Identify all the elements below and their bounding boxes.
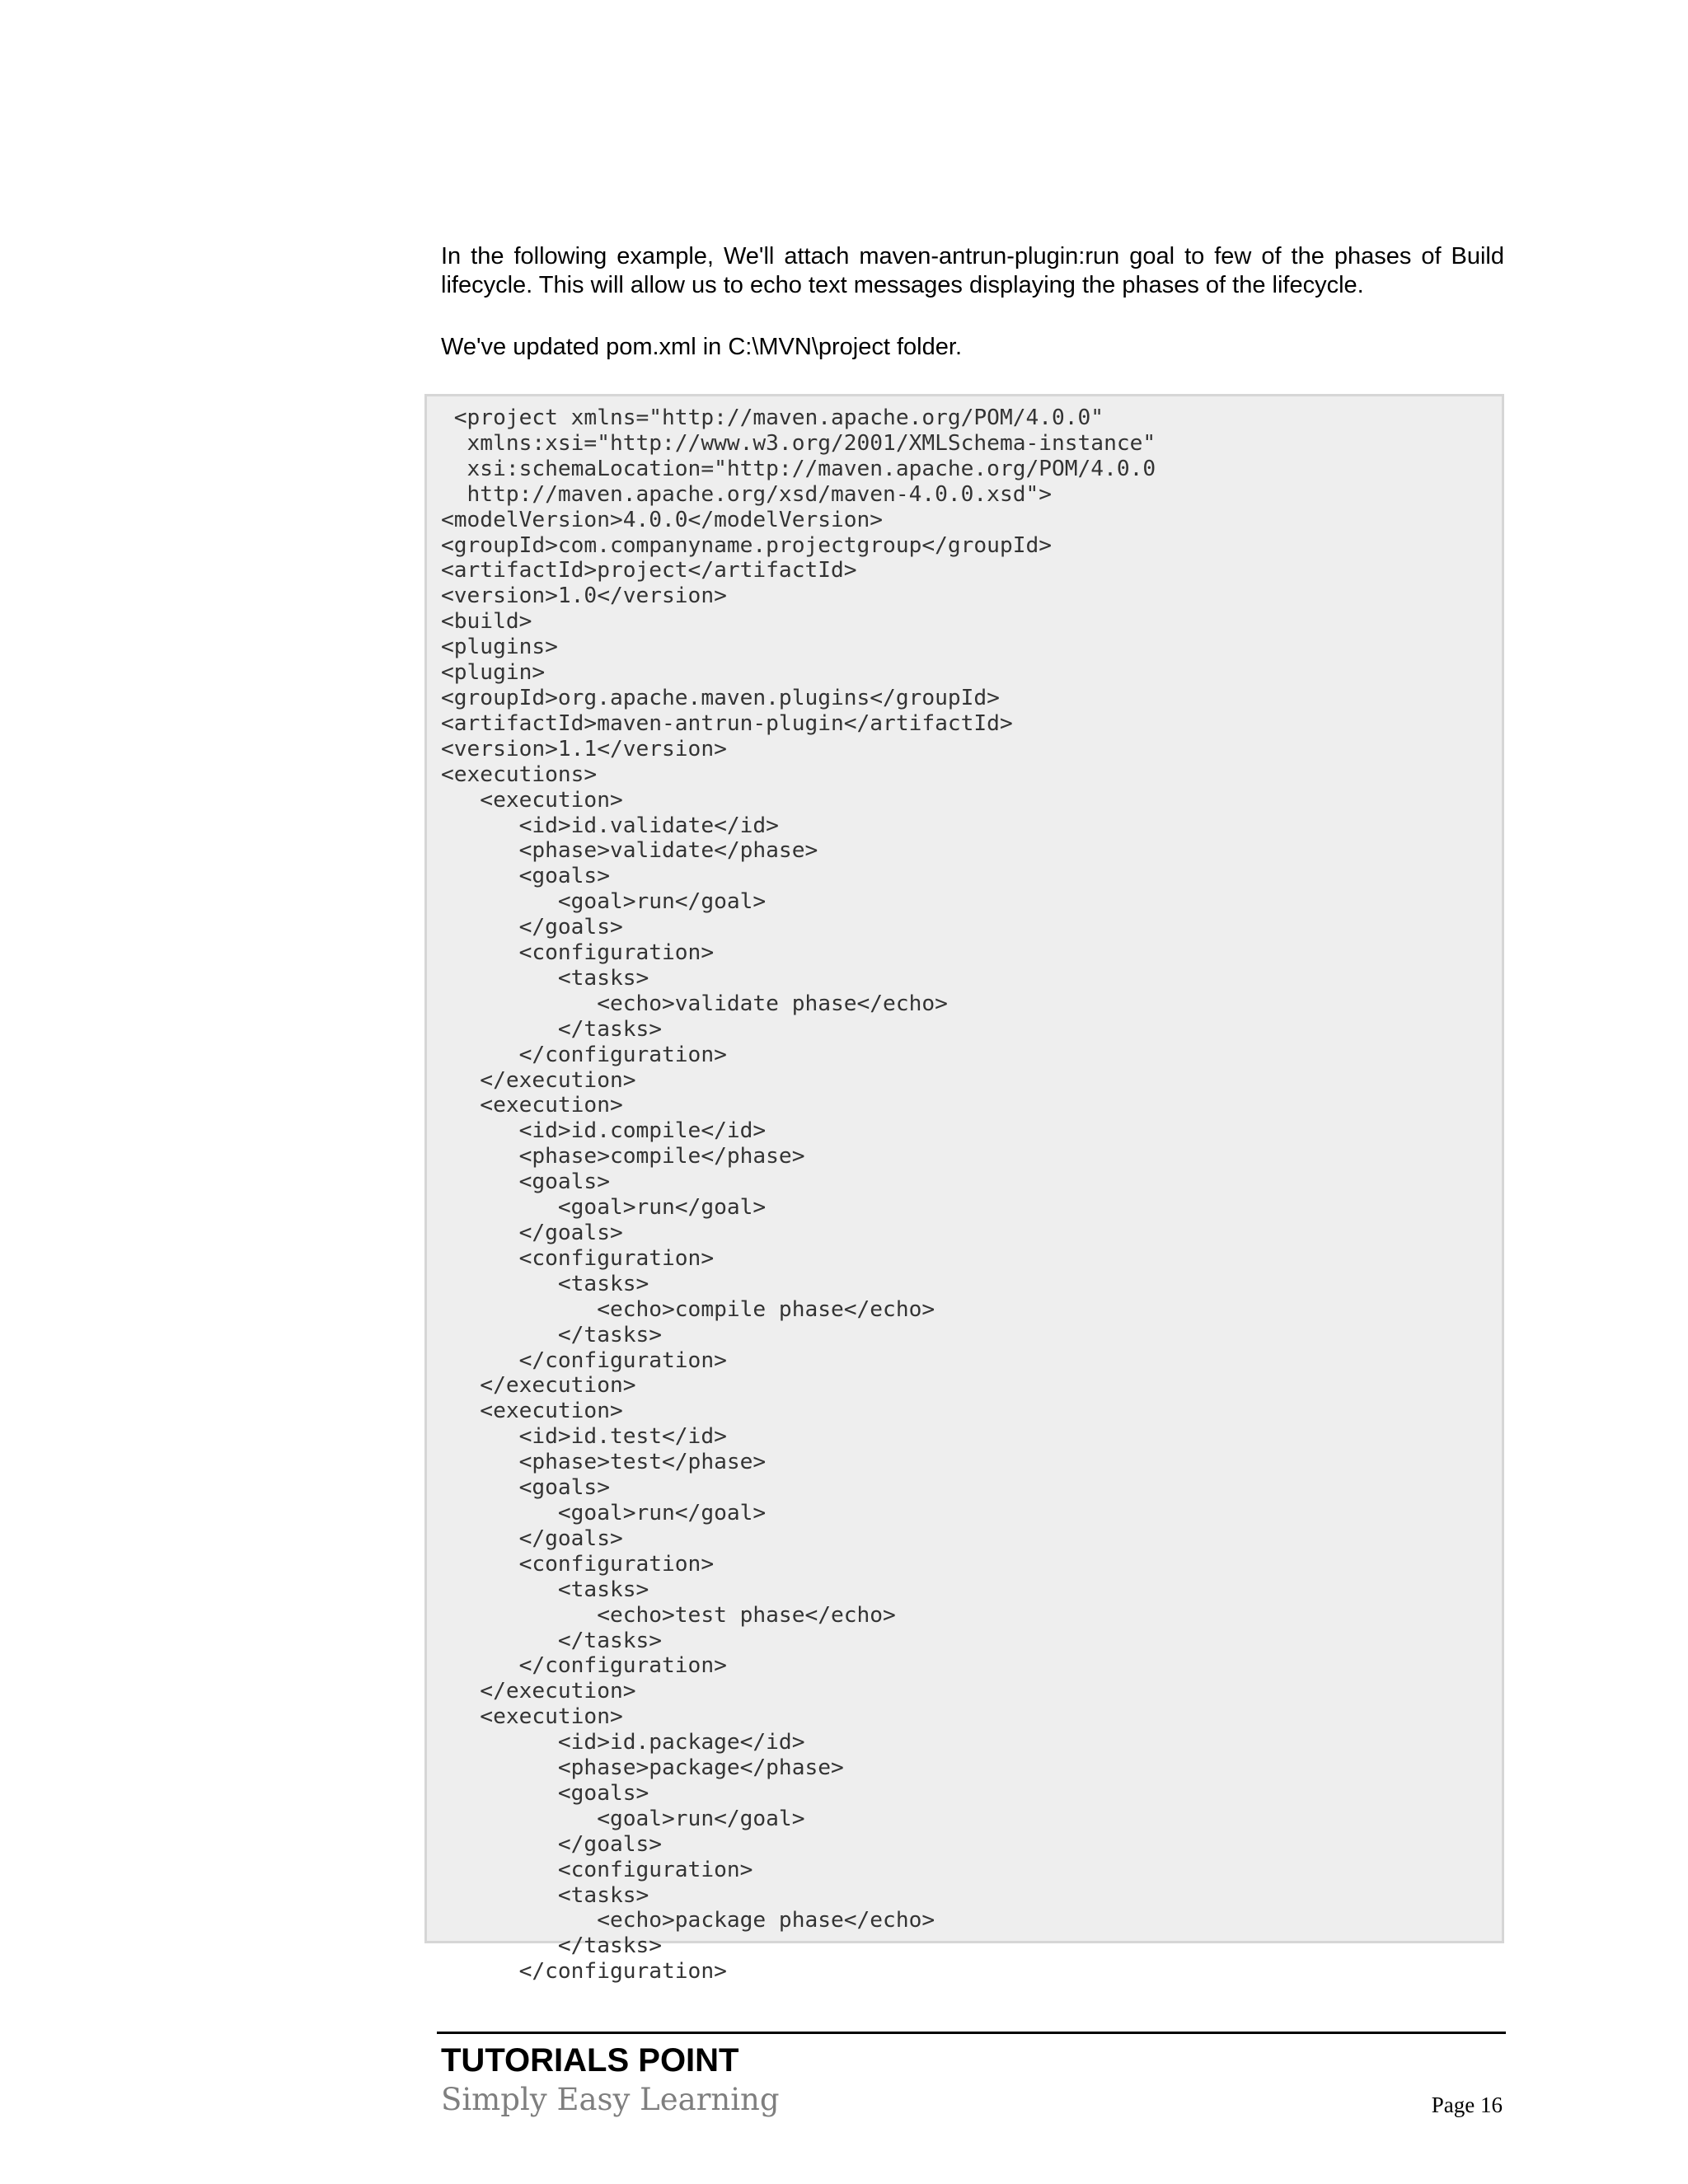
code-line: </tasks> (441, 1933, 663, 1959)
code-line: <configuration> (441, 1857, 753, 1882)
code-line: <phase>package</phase> (441, 1755, 844, 1781)
code-line: <id>id.package</id> (441, 1730, 805, 1755)
code-line: <tasks> (441, 965, 649, 991)
footer-brand: TUTORIALS POINT (441, 2042, 739, 2079)
intro-note: We've updated pom.xml in C:\MVN\project folder. (441, 334, 962, 360)
code-line: <echo>test phase</echo> (441, 1602, 896, 1628)
code-line: </goals> (441, 915, 623, 940)
code-line: <echo>validate phase</echo> (441, 991, 948, 1016)
code-line: </goals> (441, 1221, 623, 1245)
code-line: <execution> (441, 787, 623, 813)
code-line: <execution> (441, 1399, 623, 1424)
code-block (441, 406, 1156, 1985)
code-line: <execution> (441, 1093, 623, 1118)
code-line: <goal>run</goal> (441, 1500, 767, 1526)
code-line: <configuration> (441, 940, 715, 966)
code-line: </configuration> (441, 1042, 727, 1067)
code-line: <version>1.0</version> (441, 583, 727, 609)
code-line: <goals> (441, 1780, 649, 1806)
code-line: </goals> (441, 1526, 623, 1551)
code-line: <tasks> (441, 1577, 649, 1602)
code-line: </tasks> (441, 1016, 663, 1042)
code-line: <id>id.test</id> (441, 1424, 727, 1450)
code-line: <build> (441, 609, 532, 635)
code-line: <phase>compile</phase> (441, 1144, 805, 1169)
code-line: <goals> (441, 864, 610, 889)
code-line: <echo>compile phase</echo> (441, 1296, 935, 1322)
code-line: <goal>run</goal> (441, 1806, 805, 1831)
code-line: <execution> (441, 1704, 623, 1730)
footer-tagline: Simply Easy Learning (441, 2082, 780, 2117)
code-line: <goal>run</goal> (441, 1195, 767, 1221)
code-line: http://maven.apache.org/xsd/maven-4.0.0.xsd"> (441, 481, 1053, 507)
code-line: xsi:schemaLocation="http://maven.apache.org/POM/4.0.0 (441, 456, 1156, 481)
code-line: <plugin> (441, 660, 546, 686)
code-line: </tasks> (441, 1322, 663, 1347)
pom-xml-listing (441, 405, 1156, 1984)
code-line: </configuration> (441, 1653, 727, 1679)
code-line: <goal>run</goal> (441, 889, 767, 915)
code-line: xmlns:xsi="http://www.w3.org/2001/XMLSchema-instance" (441, 430, 1156, 456)
code-line: </execution> (441, 1679, 636, 1704)
footer-divider (437, 2032, 1506, 2034)
code-line: <echo>package phase</echo> (441, 1908, 935, 1933)
code-line: <configuration> (441, 1245, 715, 1271)
code-line: </execution> (441, 1067, 636, 1093)
code-line: </configuration> (441, 1347, 727, 1373)
code-line: <configuration> (441, 1551, 715, 1577)
code-line: <id>id.compile</id> (441, 1118, 767, 1144)
intro-paragraph: In the following example, We'll attach maven-antrun-plugin:run goal to few of the phases of Build lifecycle. This will allow us to echo text messages displaying the phases of the lifecycle. (441, 243, 1504, 298)
page-number: Page 16 (1431, 2093, 1503, 2117)
code-line: <tasks> (441, 1882, 649, 1908)
code-line: </configuration> (441, 1959, 727, 1985)
code-line: </goals> (441, 1831, 663, 1857)
code-line: <goals> (441, 1169, 610, 1195)
code-line: </tasks> (441, 1628, 663, 1653)
code-line: </execution> (441, 1373, 636, 1399)
code-line: <goals> (441, 1475, 610, 1501)
code-line: <plugins> (441, 635, 558, 660)
code-line: <executions> (441, 762, 598, 787)
code-line: <artifactId>maven-antrun-plugin</artifactId> (441, 710, 1013, 736)
code-line: <groupId>com.companyname.projectgroup</groupId> (441, 532, 1053, 558)
code-line: <id>id.validate</id> (441, 813, 779, 838)
code-line: <phase>validate</phase> (441, 838, 818, 864)
code-line: <modelVersion>4.0.0</modelVersion> (441, 507, 884, 532)
code-line: <project xmlns="http://maven.apache.org/POM/4.0.0" (441, 405, 1104, 430)
code-line: <version>1.1</version> (441, 736, 727, 762)
code-line: <groupId>org.apache.maven.plugins</groupId> (441, 685, 1000, 710)
code-line: <phase>test</phase> (441, 1450, 767, 1475)
code-line: <tasks> (441, 1271, 649, 1296)
code-line: <artifactId>project</artifactId> (441, 558, 857, 583)
